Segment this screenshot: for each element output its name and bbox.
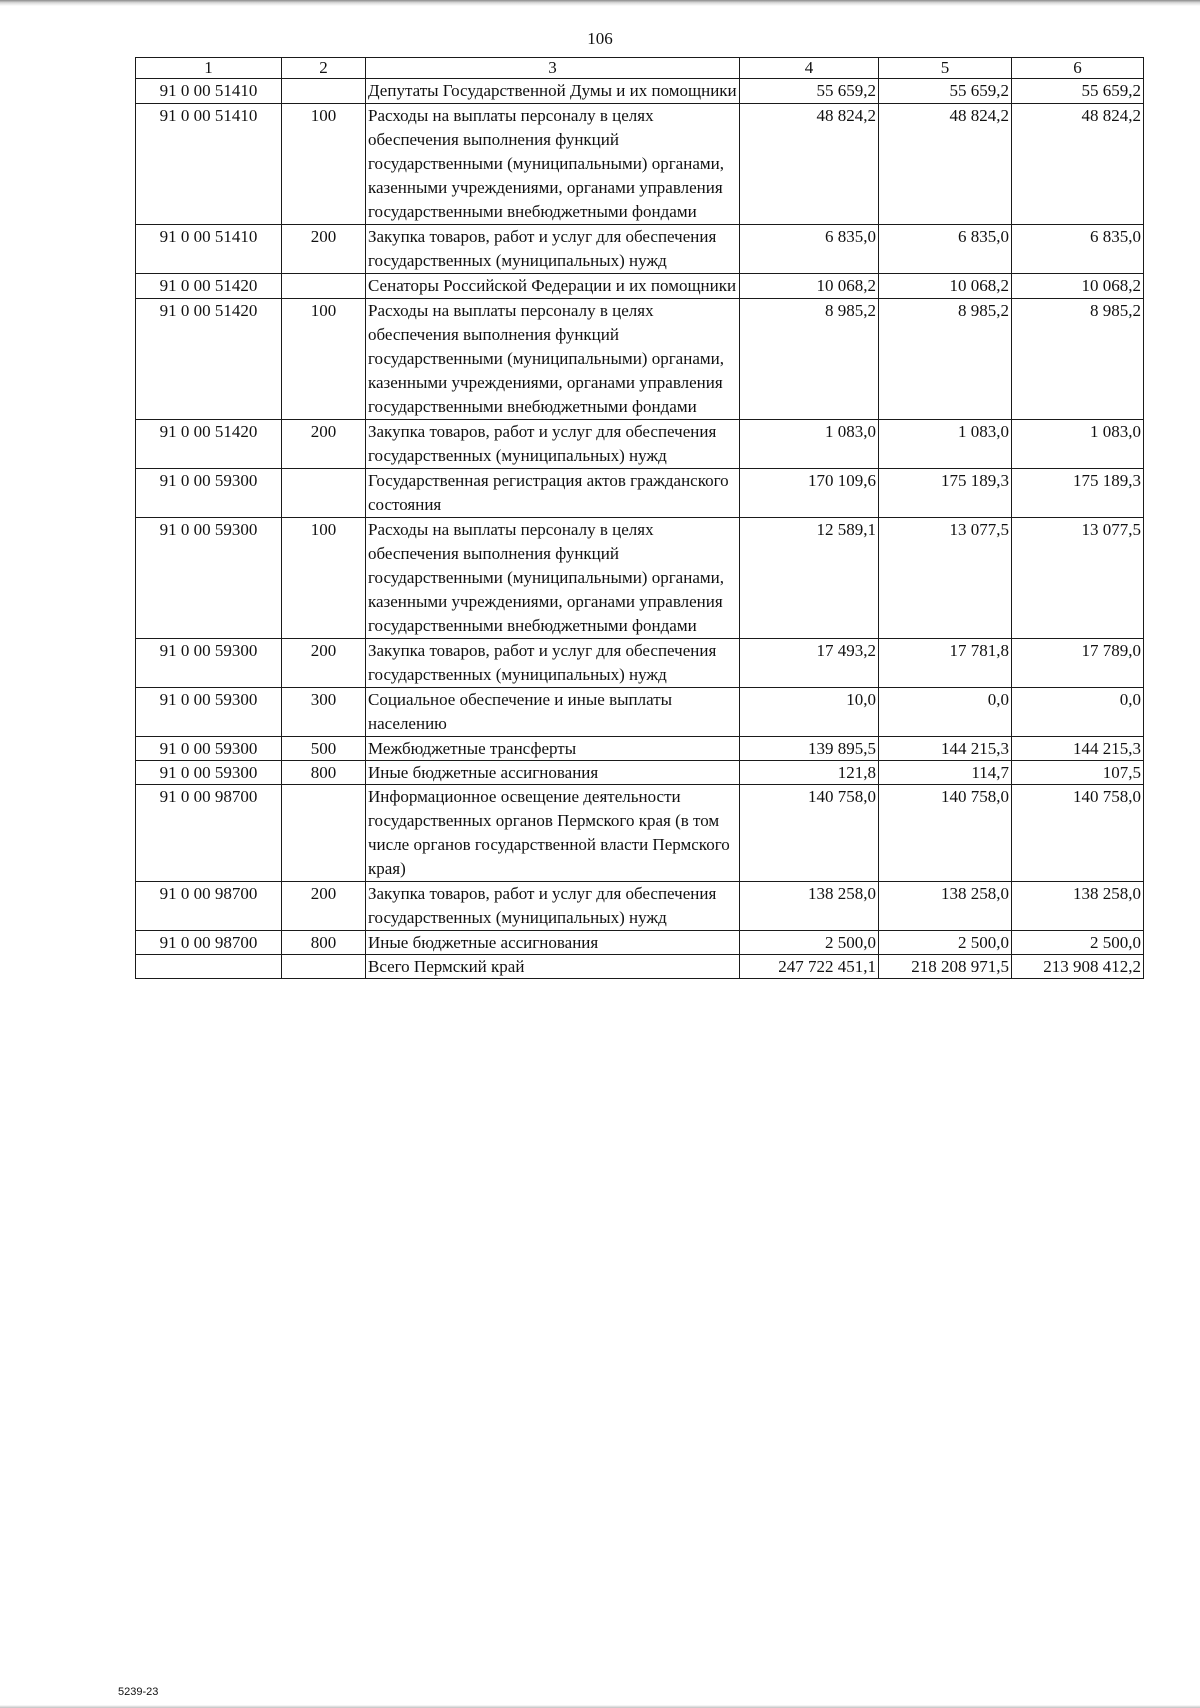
amount-col-4-cell: 17 493,2 xyxy=(740,639,879,688)
amount-col-6-cell: 0,0 xyxy=(1012,688,1144,737)
target-code-cell: 91 0 00 59300 xyxy=(136,518,282,639)
expense-type-cell: 200 xyxy=(282,639,366,688)
amount-col-4-cell: 12 589,1 xyxy=(740,518,879,639)
item-name-cell: Расходы на выплаты персоналу в целях обеспечения выполнения функций государственными (муниципальными) органами, казенными учреждениями, органами управления государственными внебюджетными фондами xyxy=(366,518,740,639)
target-code-cell: 91 0 00 98700 xyxy=(136,931,282,955)
table-row xyxy=(136,469,1144,518)
amount-col-5-cell: 175 189,3 xyxy=(879,469,1012,518)
item-name-cell: Закупка товаров, работ и услуг для обеспечения государственных (муниципальных) нужд xyxy=(366,420,740,469)
expense-type-cell xyxy=(282,79,366,104)
expense-type-cell xyxy=(282,469,366,518)
table-row xyxy=(136,225,1144,274)
amount-col-6-cell: 2 500,0 xyxy=(1012,931,1144,955)
target-code-cell: 91 0 00 59300 xyxy=(136,639,282,688)
amount-col-6-cell: 8 985,2 xyxy=(1012,299,1144,420)
expense-type-cell: 200 xyxy=(282,225,366,274)
amount-col-6-cell: 10 068,2 xyxy=(1012,274,1144,299)
table-row xyxy=(136,688,1144,737)
target-code-cell: 91 0 00 51410 xyxy=(136,79,282,104)
document-code: 5239-23 xyxy=(118,1686,159,1698)
item-name-cell: Иные бюджетные ассигнования xyxy=(366,761,740,785)
item-name-cell: Расходы на выплаты персоналу в целях обеспечения выполнения функций государственными (муниципальными) органами, казенными учреждениями, органами управления государственными внебюджетными фондами xyxy=(366,299,740,420)
item-name-cell: Социальное обеспечение и иные выплаты населению xyxy=(366,688,740,737)
expense-type-cell: 500 xyxy=(282,737,366,761)
table-row xyxy=(136,104,1144,225)
expense-type-cell xyxy=(282,785,366,882)
header-col-4: 4 xyxy=(740,58,879,79)
header-col-6: 6 xyxy=(1012,58,1144,79)
amount-col-4-cell: 8 985,2 xyxy=(740,299,879,420)
expense-type-cell xyxy=(282,274,366,299)
amount-col-4-cell: 48 824,2 xyxy=(740,104,879,225)
total-label-cell: Всего Пермский край xyxy=(366,955,740,979)
table-row xyxy=(136,79,1144,104)
amount-col-4-cell: 6 835,0 xyxy=(740,225,879,274)
amount-col-5-cell: 144 215,3 xyxy=(879,737,1012,761)
item-name-cell: Депутаты Государственной Думы и их помощники xyxy=(366,79,740,104)
item-name-cell: Закупка товаров, работ и услуг для обеспечения государственных (муниципальных) нужд xyxy=(366,882,740,931)
expense-type-cell: 100 xyxy=(282,518,366,639)
total-col-4-cell: 247 722 451,1 xyxy=(740,955,879,979)
item-name-cell: Государственная регистрация актов гражданского состояния xyxy=(366,469,740,518)
item-name-cell: Иные бюджетные ассигнования xyxy=(366,931,740,955)
expense-type-cell: 800 xyxy=(282,761,366,785)
target-code-cell: 91 0 00 59300 xyxy=(136,737,282,761)
amount-col-5-cell: 114,7 xyxy=(879,761,1012,785)
amount-col-4-cell: 2 500,0 xyxy=(740,931,879,955)
expense-type-cell: 200 xyxy=(282,420,366,469)
amount-col-6-cell: 55 659,2 xyxy=(1012,79,1144,104)
amount-col-6-cell: 6 835,0 xyxy=(1012,225,1144,274)
page-number: 106 xyxy=(587,29,613,48)
expense-type-cell: 800 xyxy=(282,931,366,955)
amount-col-6-cell: 107,5 xyxy=(1012,761,1144,785)
expense-type-cell: 200 xyxy=(282,882,366,931)
item-name-cell: Закупка товаров, работ и услуг для обеспечения государственных (муниципальных) нужд xyxy=(366,639,740,688)
amount-col-4-cell: 121,8 xyxy=(740,761,879,785)
table-row xyxy=(136,274,1144,299)
amount-col-5-cell: 138 258,0 xyxy=(879,882,1012,931)
header-col-5: 5 xyxy=(879,58,1012,79)
amount-col-4-cell: 1 083,0 xyxy=(740,420,879,469)
total-col-5-cell: 218 208 971,5 xyxy=(879,955,1012,979)
amount-col-5-cell: 1 083,0 xyxy=(879,420,1012,469)
target-code-cell: 91 0 00 98700 xyxy=(136,882,282,931)
header-col-2: 2 xyxy=(282,58,366,79)
table-row xyxy=(136,518,1144,639)
target-code-cell: 91 0 00 51410 xyxy=(136,104,282,225)
expense-type-cell xyxy=(282,955,366,979)
amount-col-4-cell: 138 258,0 xyxy=(740,882,879,931)
table-row xyxy=(136,639,1144,688)
amount-col-5-cell: 0,0 xyxy=(879,688,1012,737)
expense-type-cell: 300 xyxy=(282,688,366,737)
target-code-cell: 91 0 00 51420 xyxy=(136,420,282,469)
amount-col-6-cell: 140 758,0 xyxy=(1012,785,1144,882)
target-code-cell: 91 0 00 98700 xyxy=(136,785,282,882)
table-row xyxy=(136,931,1144,955)
target-code-cell: 91 0 00 59300 xyxy=(136,688,282,737)
item-name-cell: Межбюджетные трансферты xyxy=(366,737,740,761)
item-name-cell: Закупка товаров, работ и услуг для обеспечения государственных (муниципальных) нужд xyxy=(366,225,740,274)
budget-table xyxy=(135,57,1144,979)
header-col-1: 1 xyxy=(136,58,282,79)
target-code-cell: 91 0 00 51420 xyxy=(136,274,282,299)
target-code-cell: 91 0 00 59300 xyxy=(136,761,282,785)
amount-col-5-cell: 55 659,2 xyxy=(879,79,1012,104)
amount-col-5-cell: 13 077,5 xyxy=(879,518,1012,639)
total-col-6-cell: 213 908 412,2 xyxy=(1012,955,1144,979)
expense-type-cell: 100 xyxy=(282,299,366,420)
amount-col-6-cell: 1 083,0 xyxy=(1012,420,1144,469)
table-row xyxy=(136,299,1144,420)
amount-col-4-cell: 10,0 xyxy=(740,688,879,737)
scan-top-edge xyxy=(0,0,1200,6)
amount-col-5-cell: 8 985,2 xyxy=(879,299,1012,420)
target-code-cell xyxy=(136,955,282,979)
table-row xyxy=(136,761,1144,785)
target-code-cell: 91 0 00 59300 xyxy=(136,469,282,518)
item-name-cell: Информационное освещение деятельности государственных органов Пермского края (в том числе органов государственной власти Пермского края) xyxy=(366,785,740,882)
amount-col-6-cell: 175 189,3 xyxy=(1012,469,1144,518)
amount-col-5-cell: 140 758,0 xyxy=(879,785,1012,882)
amount-col-5-cell: 2 500,0 xyxy=(879,931,1012,955)
amount-col-6-cell: 17 789,0 xyxy=(1012,639,1144,688)
table-body xyxy=(136,79,1144,979)
amount-col-5-cell: 6 835,0 xyxy=(879,225,1012,274)
amount-col-4-cell: 140 758,0 xyxy=(740,785,879,882)
item-name-cell: Сенаторы Российской Федерации и их помощники xyxy=(366,274,740,299)
amount-col-4-cell: 170 109,6 xyxy=(740,469,879,518)
amount-col-6-cell: 13 077,5 xyxy=(1012,518,1144,639)
target-code-cell: 91 0 00 51420 xyxy=(136,299,282,420)
table-row xyxy=(136,420,1144,469)
amount-col-4-cell: 10 068,2 xyxy=(740,274,879,299)
amount-col-4-cell: 139 895,5 xyxy=(740,737,879,761)
table-total-row xyxy=(136,955,1144,979)
item-name-cell: Расходы на выплаты персоналу в целях обеспечения выполнения функций государственными (муниципальными) органами, казенными учреждениями, органами управления государственными внебюджетными фондами xyxy=(366,104,740,225)
amount-col-4-cell: 55 659,2 xyxy=(740,79,879,104)
table-row xyxy=(136,785,1144,882)
amount-col-6-cell: 48 824,2 xyxy=(1012,104,1144,225)
target-code-cell: 91 0 00 51410 xyxy=(136,225,282,274)
amount-col-6-cell: 138 258,0 xyxy=(1012,882,1144,931)
table-row xyxy=(136,737,1144,761)
amount-col-6-cell: 144 215,3 xyxy=(1012,737,1144,761)
table-header-row xyxy=(136,58,1144,79)
amount-col-5-cell: 10 068,2 xyxy=(879,274,1012,299)
header-col-3: 3 xyxy=(366,58,740,79)
amount-col-5-cell: 48 824,2 xyxy=(879,104,1012,225)
table-row xyxy=(136,882,1144,931)
expense-type-cell: 100 xyxy=(282,104,366,225)
amount-col-5-cell: 17 781,8 xyxy=(879,639,1012,688)
